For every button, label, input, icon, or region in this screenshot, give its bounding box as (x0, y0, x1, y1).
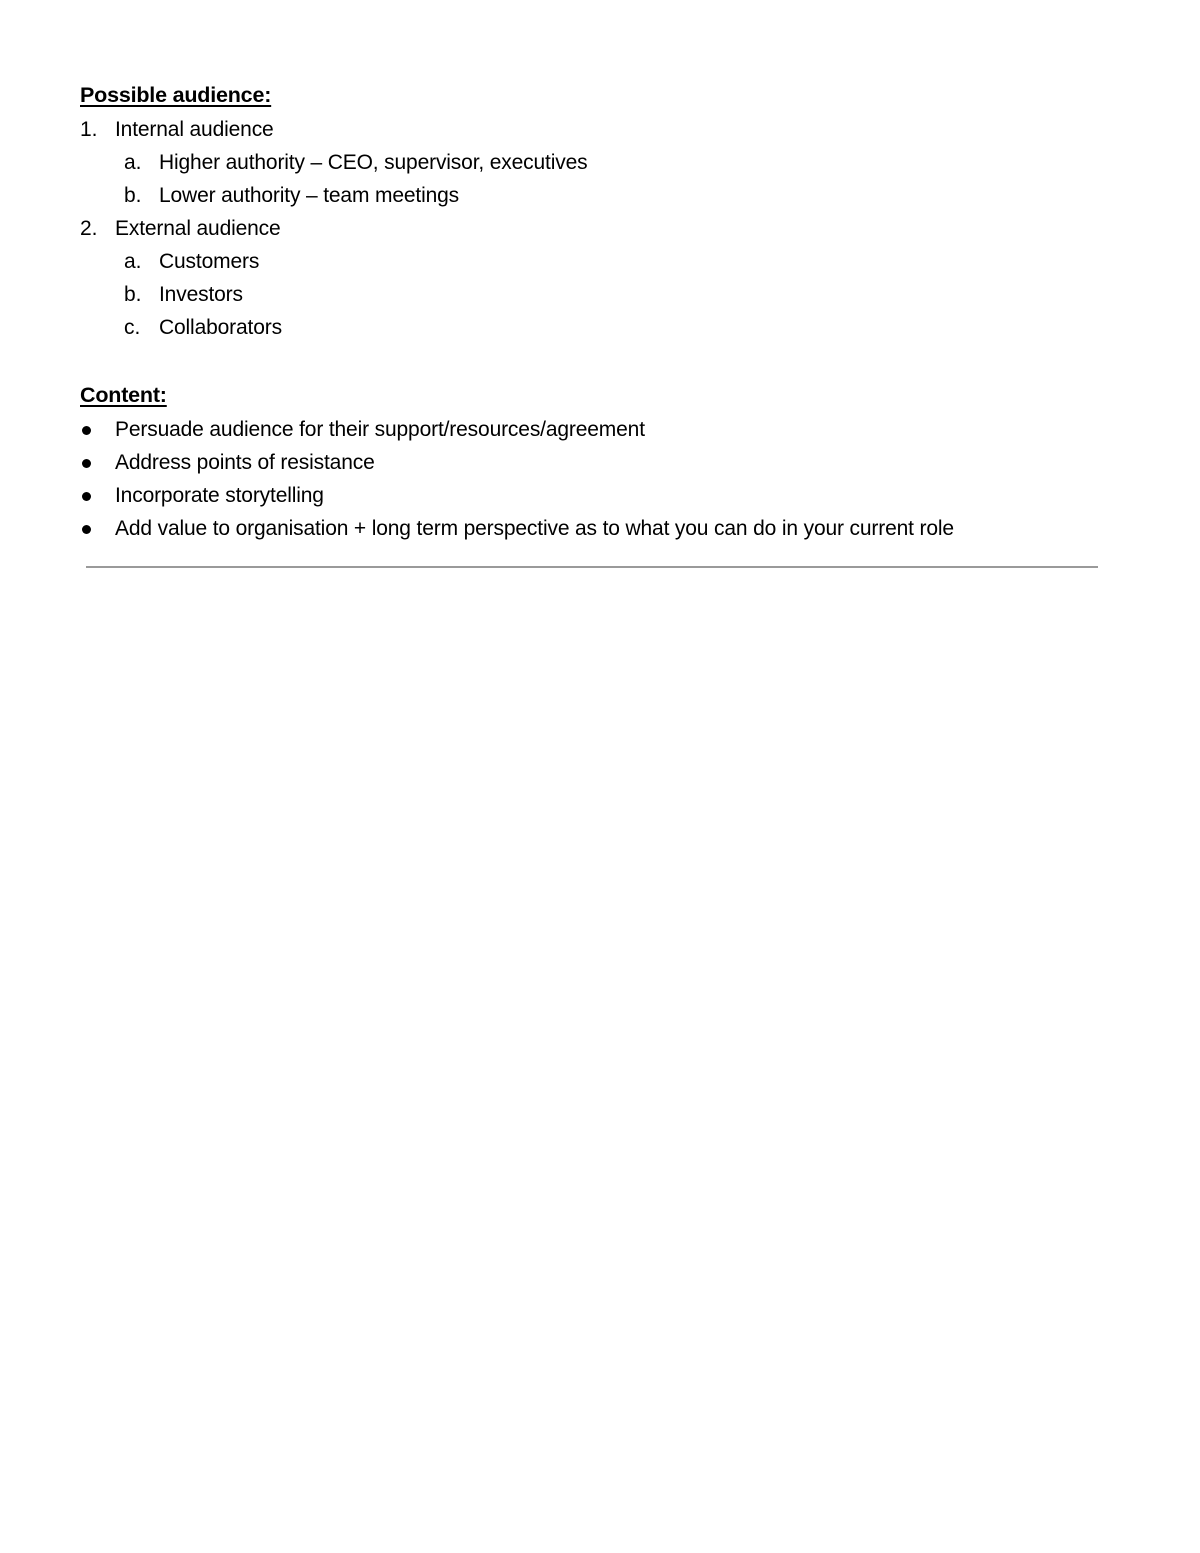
bullet-item: Add value to organisation + long term perspective as to what you can do in your current role (115, 517, 954, 540)
bullet-icon (82, 492, 91, 501)
sublist-item: Collaborators (159, 316, 282, 339)
sublist-item: Investors (159, 283, 243, 306)
bullet-icon (82, 525, 91, 534)
bullet-icon (82, 459, 91, 468)
sublist-item-marker: b. (124, 283, 142, 306)
bullet-item: Incorporate storytelling (115, 484, 324, 507)
sublist-item: Higher authority – CEO, supervisor, executives (159, 151, 588, 174)
audience-heading: Possible audience: (80, 83, 272, 107)
content-heading: Content: (80, 383, 167, 407)
list-item-marker: 1. (80, 118, 98, 141)
sublist-item-marker: a. (124, 250, 142, 273)
sublist-item-marker: a. (124, 151, 142, 174)
list-item: Internal audience (115, 118, 274, 141)
sublist-item-marker: c. (124, 316, 141, 339)
list-item-marker: 2. (80, 217, 98, 240)
sublist-item-marker: b. (124, 184, 142, 207)
bullet-item: Address points of resistance (115, 451, 375, 474)
horizontal-divider (86, 566, 1098, 568)
sublist-item: Lower authority – team meetings (159, 184, 460, 207)
bullet-icon (82, 426, 91, 435)
list-item: External audience (115, 217, 281, 240)
sublist-item: Customers (159, 250, 260, 273)
bullet-item: Persuade audience for their support/resources/agreement (115, 418, 645, 441)
